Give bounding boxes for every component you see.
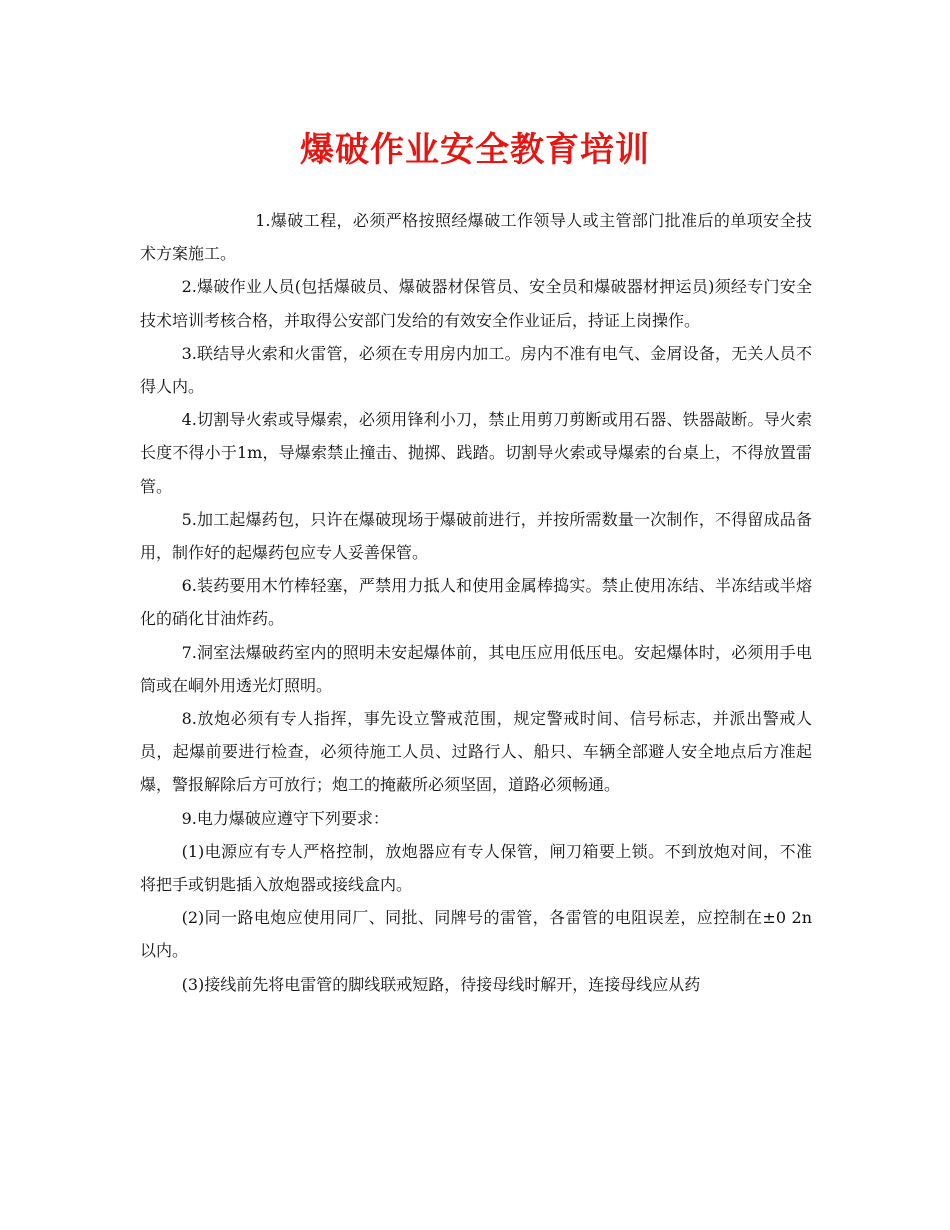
paragraph-8: 8.放炮必须有专人指挥，事先设立警戒范围，规定警戒时间、信号标志，并派出警戒人员，起爆前要进行检查，必须待施工人员、过路行人、船只、车辆全部避人安全地点后方准起爆，警报解除后方可放行；炮工的掩蔽所必须坚固，道路必须畅通。 (140, 709, 812, 795)
paragraph-5: 5.加工起爆药包，只许在爆破现场于爆破前进行，并按所需数量一次制作，不得留成品备用，制作好的起爆药包应专人妥善保管。 (140, 509, 812, 563)
paragraph-1: 1.爆破工程，必须严格按照经爆破工作领导人或主管部门批准后的单项安全技术方案施工。 (140, 211, 812, 264)
paragraph-9-2: (2)同一路电炮应使用同厂、同批、同牌号的雷管，各雷管的电阻误差，应控制在±0 2n以内。 (140, 908, 812, 961)
paragraph-4: 4.切割导火索或导爆索，必须用锋利小刀，禁止用剪刀剪断或用石器、铁器敲断。导火索长度不得小于1m，导爆索禁止撞击、抛掷、践踏。切割导火索或导爆索的台桌上，不得放置雷管。 (140, 410, 812, 496)
paragraph-6: 6.装药要用木竹棒轻塞，严禁用力抵人和使用金属棒捣实。禁止使用冻结、半冻结或半熔化的硝化甘油炸药。 (140, 576, 812, 629)
paragraph-2: 2.爆破作业人员(包括爆破员、爆破器材保管员、安全员和爆破器材押运员)须经专门安全技术培训考核合格，并取得公安部门发给的有效安全作业证后，持证上岗操作。 (140, 277, 812, 330)
paragraph-9-1: (1)电源应有专人严格控制，放炮器应有专人保管，闸刀箱要上锁。不到放炮对间，不准将把手或钥匙插入放炮器或接线盒内。 (140, 841, 812, 895)
paragraph-9-3: (3)接线前先将电雷管的脚线联戒短路，待接母线时解开，连接母线应从药 (181, 974, 701, 994)
document-body (140, 204, 812, 1001)
document-title: 爆破作业安全教育培训 (300, 130, 650, 170)
paragraph-7: 7.洞室法爆破药室内的照明未安起爆体前，其电压应用低压电。安起爆体时，必须用手电筒或在峒外用透光灯照明。 (140, 642, 812, 695)
paragraph-3: 3.联结导火索和火雷管，必须在专用房内加工。房内不准有电气、金屑设备，无关人员不得人内。 (140, 343, 812, 397)
paragraph-9: 9.电力爆破应遵守下列要求： (181, 808, 389, 828)
